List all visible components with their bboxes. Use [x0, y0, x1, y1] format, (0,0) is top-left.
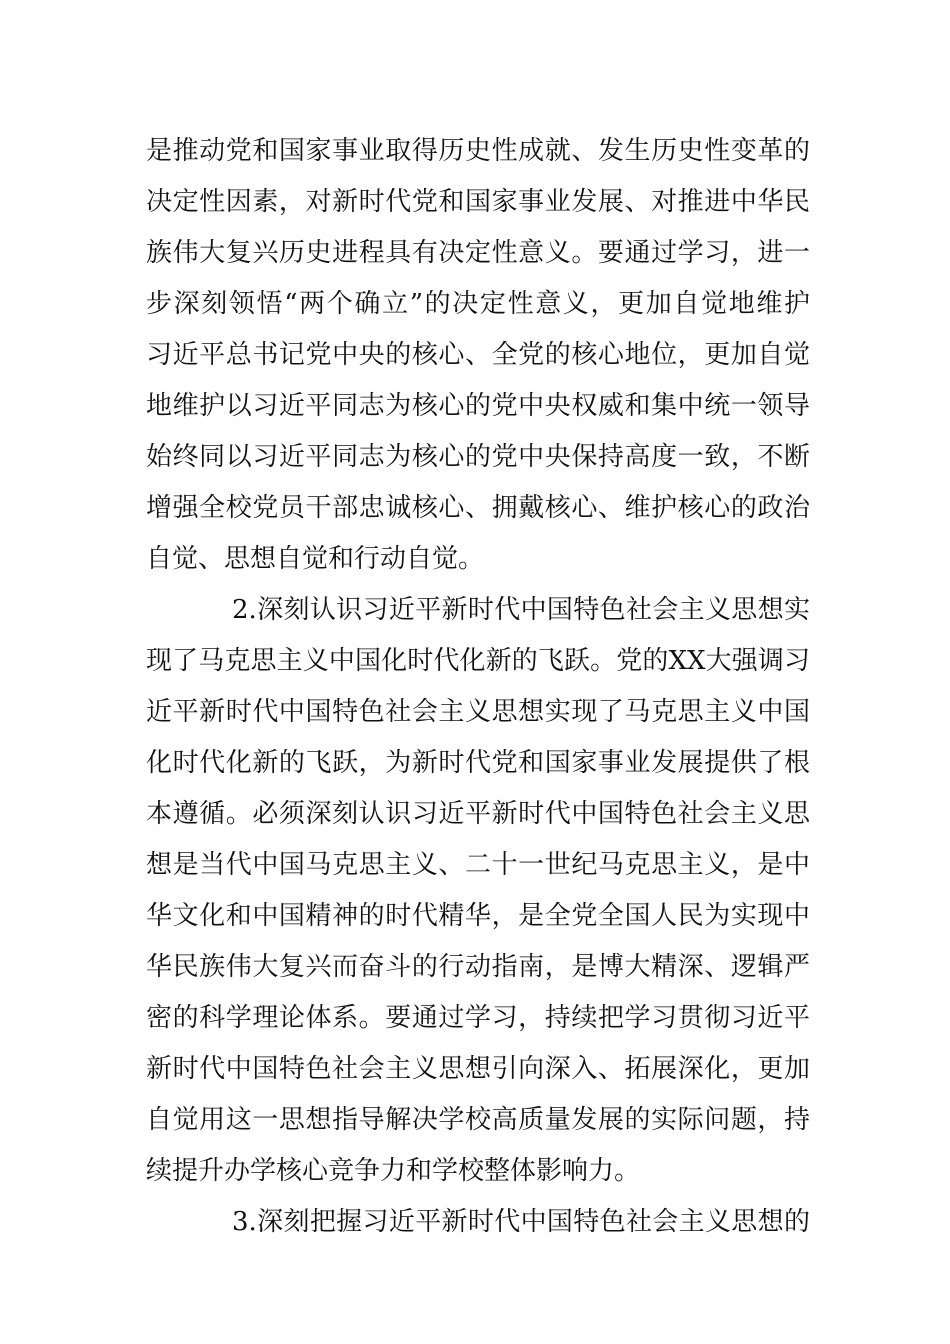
text-line: 族伟大复兴历史进程具有决定性意义。要通过学习，进一: [146, 238, 810, 268]
text-line: 步深刻领悟“两个确立”的决定性意义，更加自觉地维护: [146, 289, 810, 319]
text-line: 自觉用这一思想指导解决学校高质量发展的实际问题，持: [146, 1105, 810, 1135]
text-line-first: 2.深刻认识习近平新时代中国特色社会主义思想实: [232, 595, 810, 625]
text-line: 新时代中国特色社会主义思想引向深入、拓展深化，更加: [146, 1054, 810, 1084]
text-line: 习近平总书记党中央的核心、全党的核心地位，更加自觉: [146, 340, 810, 370]
text-line: 现了马克思主义中国化时代化新的飞跃。党的XX大强调习: [146, 646, 810, 676]
text-line: 决定性因素，对新时代党和国家事业发展、对推进中华民: [146, 187, 810, 217]
text-line: 华民族伟大复兴而奋斗的行动指南，是博大精深、逻辑严: [146, 952, 810, 982]
text-line: 地维护以习近平同志为核心的党中央权威和集中统一领导: [146, 391, 810, 421]
text-line: 始终同以习近平同志为核心的党中央保持高度一致，不断: [146, 442, 810, 472]
text-line: 近平新时代中国特色社会主义思想实现了马克思主义中国: [146, 697, 810, 727]
text-line: 华文化和中国精神的时代精华，是全党全国人民为实现中: [146, 901, 810, 931]
text-line: 本遵循。必须深刻认识习近平新时代中国特色社会主义思: [146, 799, 810, 829]
text-line: 自觉、思想自觉和行动自觉。: [146, 544, 485, 574]
text-line: 续提升办学核心竞争力和学校整体影响力。: [146, 1156, 641, 1186]
text-line-first: 3.深刻把握习近平新时代中国特色社会主义思想的: [232, 1207, 810, 1237]
text-line: 密的科学理论体系。要通过学习，持续把学习贯彻习近平: [146, 1003, 810, 1033]
text-line: 化时代化新的飞跃，为新时代党和国家事业发展提供了根: [146, 748, 810, 778]
text-line: 想是当代中国马克思主义、二十一世纪马克思主义，是中: [146, 850, 810, 880]
text-line: 增强全校党员干部忠诚核心、拥戴核心、维护核心的政治: [146, 493, 810, 523]
text-line: 是推动党和国家事业取得历史性成就、发生历史性变革的: [146, 136, 810, 166]
